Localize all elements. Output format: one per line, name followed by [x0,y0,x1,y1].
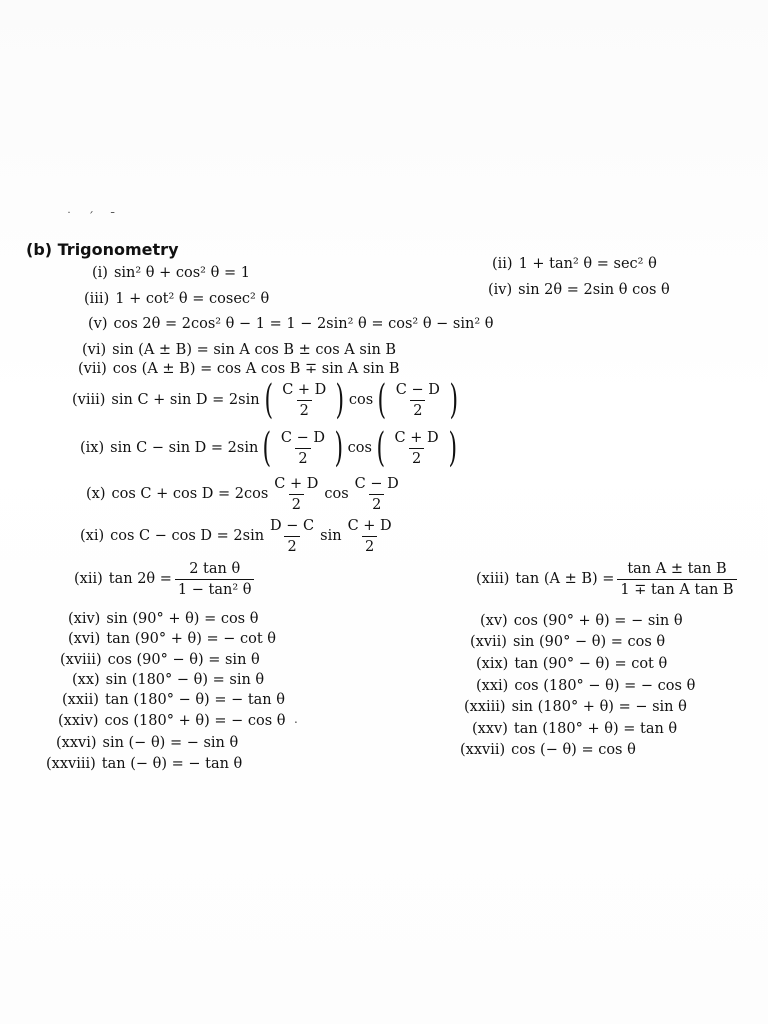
fraction-denominator: 2 [297,400,312,420]
formula-mid: cos [324,486,349,502]
formula-vi [82,341,396,359]
formula-text: sin² θ + cos² θ = 1 [113,265,250,281]
formula-text: sin (90° + θ) = cos θ [106,611,259,627]
left-paren: ( [376,425,386,471]
formula-text: cos (180° − θ) = − cos θ [514,678,696,694]
formula-lhs: tan 2θ = [108,571,172,587]
formula-label: (iii) [84,291,110,307]
fraction [271,475,321,514]
formula-label: (viii) [72,392,106,408]
formula-xx [72,671,264,689]
fraction [345,517,395,556]
formula-xxiii [464,698,687,716]
right-paren: ) [449,377,458,423]
fraction [352,475,402,514]
fraction-numerator: D − C [270,517,315,534]
formula-ii [492,255,657,273]
fraction-denominator: 2 [410,400,425,420]
formula-mid: cos [348,392,374,408]
formula-label: (iv) [488,282,513,298]
formula-text: 1 + tan² θ = sec² θ [518,256,657,272]
formula-xix [476,655,667,673]
formula-label: (ii) [492,256,513,272]
formula-xiv [68,610,258,628]
formula-xxvi [56,734,238,752]
fraction-denominator: 2 [289,494,304,514]
formula-label: (xiii) [476,571,510,587]
right-paren: ) [334,425,344,471]
formula-text: cos (90° − θ) = sin θ [107,652,260,668]
formula-text: cos (180° + θ) = − cos θ [104,713,286,729]
formula-lhs: sin C − sin D = 2sin [110,440,259,456]
formula-text: sin (90° − θ) = cos θ [512,634,666,650]
fraction [617,560,736,599]
formula-text: tan (90° − θ) = cot θ [514,656,668,672]
formula-xii [74,558,257,600]
left-paren: ( [264,377,273,423]
fraction [279,381,329,420]
formula-viii [72,378,463,422]
fraction-numerator: C + D [394,429,439,446]
formula-text: sin (− θ) = − sin θ [102,735,239,751]
formula-label: (v) [88,316,108,332]
formula-mid: cos [347,440,372,456]
formula-label: (xxiii) [464,699,506,715]
formula-ix [80,426,461,470]
formula-iv [488,281,670,299]
formula-xxvii [460,741,636,759]
formula-label: (xxvi) [56,735,97,751]
formula-label: (x) [86,486,106,502]
formula-label: (ix) [80,440,105,456]
fraction [175,560,255,599]
fraction-denominator: 1 ∓ tan A tan B [617,579,736,599]
formula-label: (xxvii) [460,742,506,758]
fraction [392,429,442,468]
fraction-numerator: C − D [354,475,399,492]
formula-xxiv [58,712,286,730]
formula-x [86,474,405,514]
fraction-numerator: 2 tan θ [189,560,241,577]
formula-label: (xi) [80,528,105,544]
formula-text: tan (180° + θ) = tan θ [513,721,678,737]
formula-xviii [60,651,260,669]
section-title: (b) Trigonometry [26,240,179,259]
fraction-numerator: C + D [347,517,392,534]
formula-label: (i) [92,265,108,281]
formula-label: (xix) [476,656,509,672]
formula-label: (xiv) [68,611,101,627]
formula-xxv [472,720,677,738]
formula-mid: sin [320,528,342,544]
fraction [278,429,328,468]
fraction-denominator: 2 [409,448,424,468]
formula-lhs: cos C + cos D = 2cos [111,486,269,502]
formula-lhs: sin C + sin D = 2sin [111,392,260,408]
stray-dot: . [294,712,298,726]
paren-group [374,377,461,423]
left-paren: ( [262,425,272,471]
formula-text: sin 2θ = 2sin θ cos θ [518,282,670,298]
formula-label: (vi) [82,342,107,358]
formula-label: (xxii) [62,692,99,708]
formula-text: cos (A ± B) = cos A cos B ∓ sin A sin B [112,361,400,377]
right-paren: ) [335,377,345,423]
fraction-denominator: 1 − tan² θ [175,579,255,599]
fraction-numerator: C + D [282,381,327,398]
formula-text: tan (90° + θ) = − cot θ [106,631,277,647]
fraction-denominator: 2 [295,448,310,468]
formula-text: cos 2θ = 2cos² θ − 1 = 1 − 2sin² θ = cos² θ − sin² θ [113,316,494,332]
formula-label: (xxi) [476,678,509,694]
formula-xxii [62,691,285,709]
formula-label: (xx) [72,672,100,688]
fraction-denominator: 2 [284,536,299,556]
fraction-numerator: tan A ± tan B [627,560,727,577]
formula-label: (xvii) [470,634,507,650]
paren-group [373,425,460,471]
formula-text: sin (A ± B) = sin A cos B ± cos A sin B [112,342,397,358]
formula-i [92,264,250,282]
formula-label: (xxiv) [58,713,99,729]
formula-xv [480,612,683,630]
paren-group [261,377,348,423]
formula-lhs: cos C − cos D = 2sin [110,528,265,544]
formula-xxi [476,677,695,695]
formula-text: 1 + cot² θ = cosec² θ [115,291,270,307]
formula-text: tan (− θ) = − tan θ [101,756,243,772]
formula-label: (xxv) [472,721,508,737]
formula-text: tan (180° − θ) = − tan θ [104,692,285,708]
formula-label: (xvi) [68,631,101,647]
formula-text: cos (90° + θ) = − sin θ [513,613,683,629]
paren-group [259,425,346,471]
formula-xiii [476,558,740,600]
formula-label: (xv) [480,613,508,629]
formula-xvii [470,633,665,651]
formula-label: (xviii) [60,652,102,668]
fraction [267,517,317,556]
fraction-numerator: C + D [274,475,319,492]
left-paren: ( [377,377,387,423]
section-mark: ˙ ´ ˉ [66,210,122,224]
formula-label: (xii) [74,571,103,587]
formula-xi [80,516,398,556]
right-paren: ) [448,425,457,471]
formula-text: cos (− θ) = cos θ [511,742,636,758]
fraction-denominator: 2 [362,536,377,556]
fraction-numerator: C − D [280,429,325,446]
formula-xxviii [46,755,242,773]
formula-label: (xxviii) [46,756,96,772]
formula-xvi [68,630,276,648]
formula-lhs: tan (A ± B) = [515,571,615,587]
fraction-numerator: C − D [395,381,440,398]
formula-text: sin (180° + θ) = − sin θ [511,699,687,715]
formula-v [88,315,494,333]
formula-vii [78,360,400,378]
formula-iii [84,290,269,308]
fraction [393,381,443,420]
formula-text: sin (180° − θ) = sin θ [105,672,265,688]
formula-label: (vii) [78,361,107,377]
fraction-denominator: 2 [369,494,384,514]
